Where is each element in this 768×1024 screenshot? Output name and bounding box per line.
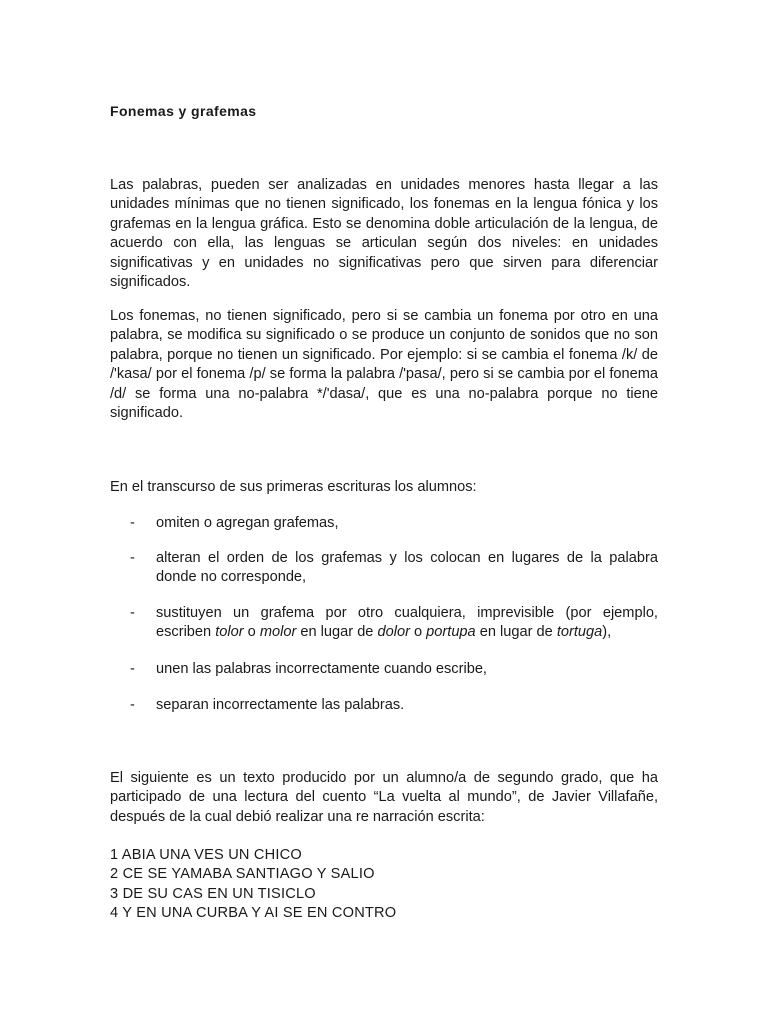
text-segment: ), — [602, 624, 612, 641]
text-segment: o — [409, 624, 427, 641]
student-text-line: 3 DE SU CAS EN UN TISICLO — [110, 885, 316, 902]
list-dash: - — [130, 605, 135, 621]
text-segment: sustituyen un grafema por otro cualquiera, imprevisible (por ejemplo, escriben — [156, 605, 658, 641]
text-segment: en lugar de — [475, 624, 557, 641]
student-text-line: 4 Y EN UNA CURBA Y AI SE EN CONTRO — [110, 905, 397, 922]
list-dash: - — [130, 697, 135, 713]
list-item-text: omiten o agregan grafemas, — [156, 515, 339, 531]
paragraph-texto-alumno: El siguiente es un texto producido por un alumno/a de segundo grado, que ha participado de una lectura del cuento “La vuelta al mundo”, de Javier Villafañe, después de la cual debió realizar una re narración escrita: — [110, 770, 658, 825]
paragraph-fonemas: Los fonemas, no tienen significado, pero si se cambia un fonema por otro en una palabra, se modifica su significado o se produce un conjunto de sonidos que no son palabra, porque no tienen un significado. Por ejemplo: si se cambia el fonema /k/ de /'kasa/ por el fonema /p/ se forma la palabra /'pasa/, pero si se cambia por el fonema /d/ se forma una no-palabra */'dasa/, que es una no-palabra porque no tiene significado. — [110, 308, 658, 422]
list-dash: - — [130, 515, 135, 531]
list-item-text — [156, 605, 658, 640]
paragraph-list-intro: En el transcurso de sus primeras escrituras los alumnos: — [110, 479, 477, 495]
list-item — [110, 660, 658, 679]
paragraph-doble-articulacion: Las palabras, pueden ser analizadas en unidades menores hasta llegar a las unidades mínimas que no tienen significado, los fonemas en la lengua fónica y los grafemas en la lengua gráfica. Esto se denomina doble articulación de la lengua, de acuerdo con ella, las lenguas se articulan según dos niveles: en unidades significativas y en unidades no significativas pero que sirven para diferenciar significados. — [110, 177, 658, 291]
example-word: dolor — [377, 624, 410, 641]
list-item — [110, 514, 658, 533]
page-title: Fonemas y grafemas — [110, 103, 257, 119]
list-item — [110, 549, 658, 588]
list-dash: - — [130, 661, 135, 677]
list-dash: - — [130, 550, 135, 566]
list-item-text: separan incorrectamente las palabras. — [156, 697, 405, 713]
text-segment: o — [243, 624, 260, 641]
list-item-text: unen las palabras incorrectamente cuando escribe, — [156, 661, 487, 677]
list-item-text: alteran el orden de los grafemas y los colocan en lugares de la palabra donde no corresponde, — [156, 550, 658, 586]
list-item — [110, 696, 658, 715]
document-page — [110, 0, 658, 1024]
student-text-line: 1 ABIA UNA VES UN CHICO — [110, 847, 302, 863]
text-segment: en lugar de — [296, 624, 378, 641]
student-text — [110, 846, 396, 924]
example-word: tolor — [215, 624, 244, 641]
example-word: portupa — [426, 624, 476, 641]
example-word: tortuga — [556, 624, 603, 641]
list-item — [110, 604, 658, 643]
example-word: molor — [259, 624, 297, 641]
student-text-line: 2 CE SE YAMABA SANTIAGO Y SALIO — [110, 866, 375, 883]
